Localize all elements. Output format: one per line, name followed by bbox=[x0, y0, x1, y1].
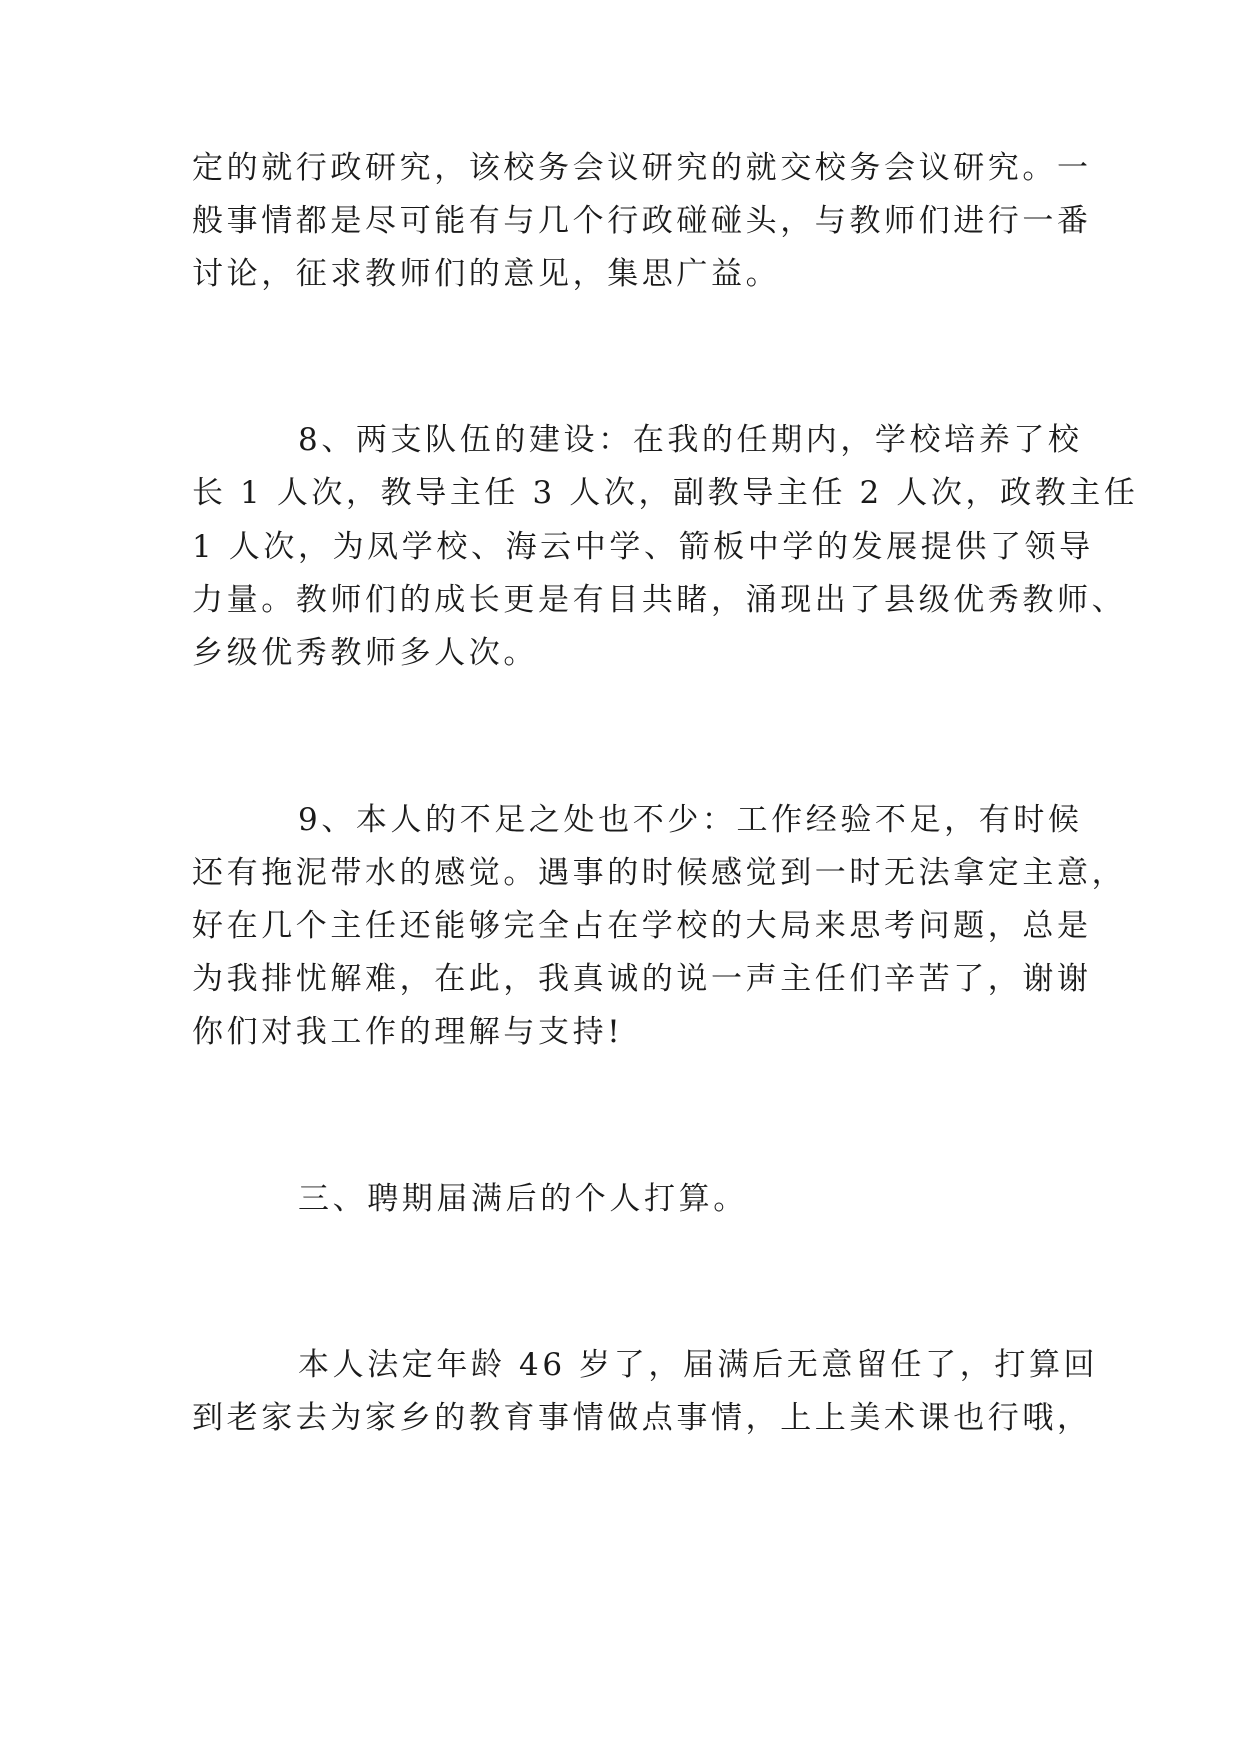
text-line: 三、聘期届满后的个人打算。 bbox=[298, 1181, 748, 1217]
text-line: 为我排忧解难，在此，我真诚的说一声主任们辛苦了，谢谢 bbox=[192, 961, 1092, 997]
text-line: 8、两支队伍的建设：在我的任期内，学校培养了校 bbox=[298, 422, 1083, 458]
text-line: 力量。教师们的成长更是有目共睹，涌现出了县级优秀教师、 bbox=[192, 582, 1127, 618]
text-line: 还有拖泥带水的感觉。遇事的时候感觉到一时无法拿定主意， bbox=[192, 855, 1127, 891]
text-line: 9、本人的不足之处也不少：工作经验不足，有时候 bbox=[298, 802, 1083, 838]
text-line: 到老家去为家乡的教育事情做点事情，上上美术课也行哦， bbox=[192, 1400, 1092, 1436]
text-line: 你们对我工作的理解与支持! bbox=[192, 1014, 624, 1050]
text-line: 定的就行政研究，该校务会议研究的就交校务会议研究。一 bbox=[192, 150, 1092, 186]
text-line: 1 人次，为凤学校、海云中学、箭板中学的发展提供了领导 bbox=[192, 529, 1094, 565]
text-line: 长 1 人次，教导主任 3 人次，副教导主任 2 人次，政教主任 bbox=[192, 475, 1139, 511]
text-line: 般事情都是尽可能有与几个行政碰碰头，与教师们进行一番 bbox=[192, 203, 1092, 239]
text-line: 好在几个主任还能够完全占在学校的大局来思考问题，总是 bbox=[192, 908, 1092, 944]
text-line: 讨论，征求教师们的意见，集思广益。 bbox=[192, 256, 781, 292]
text-line: 乡级优秀教师多人次。 bbox=[192, 635, 538, 671]
text-line: 本人法定年龄 46 岁了，届满后无意留任了，打算回 bbox=[298, 1347, 1099, 1383]
